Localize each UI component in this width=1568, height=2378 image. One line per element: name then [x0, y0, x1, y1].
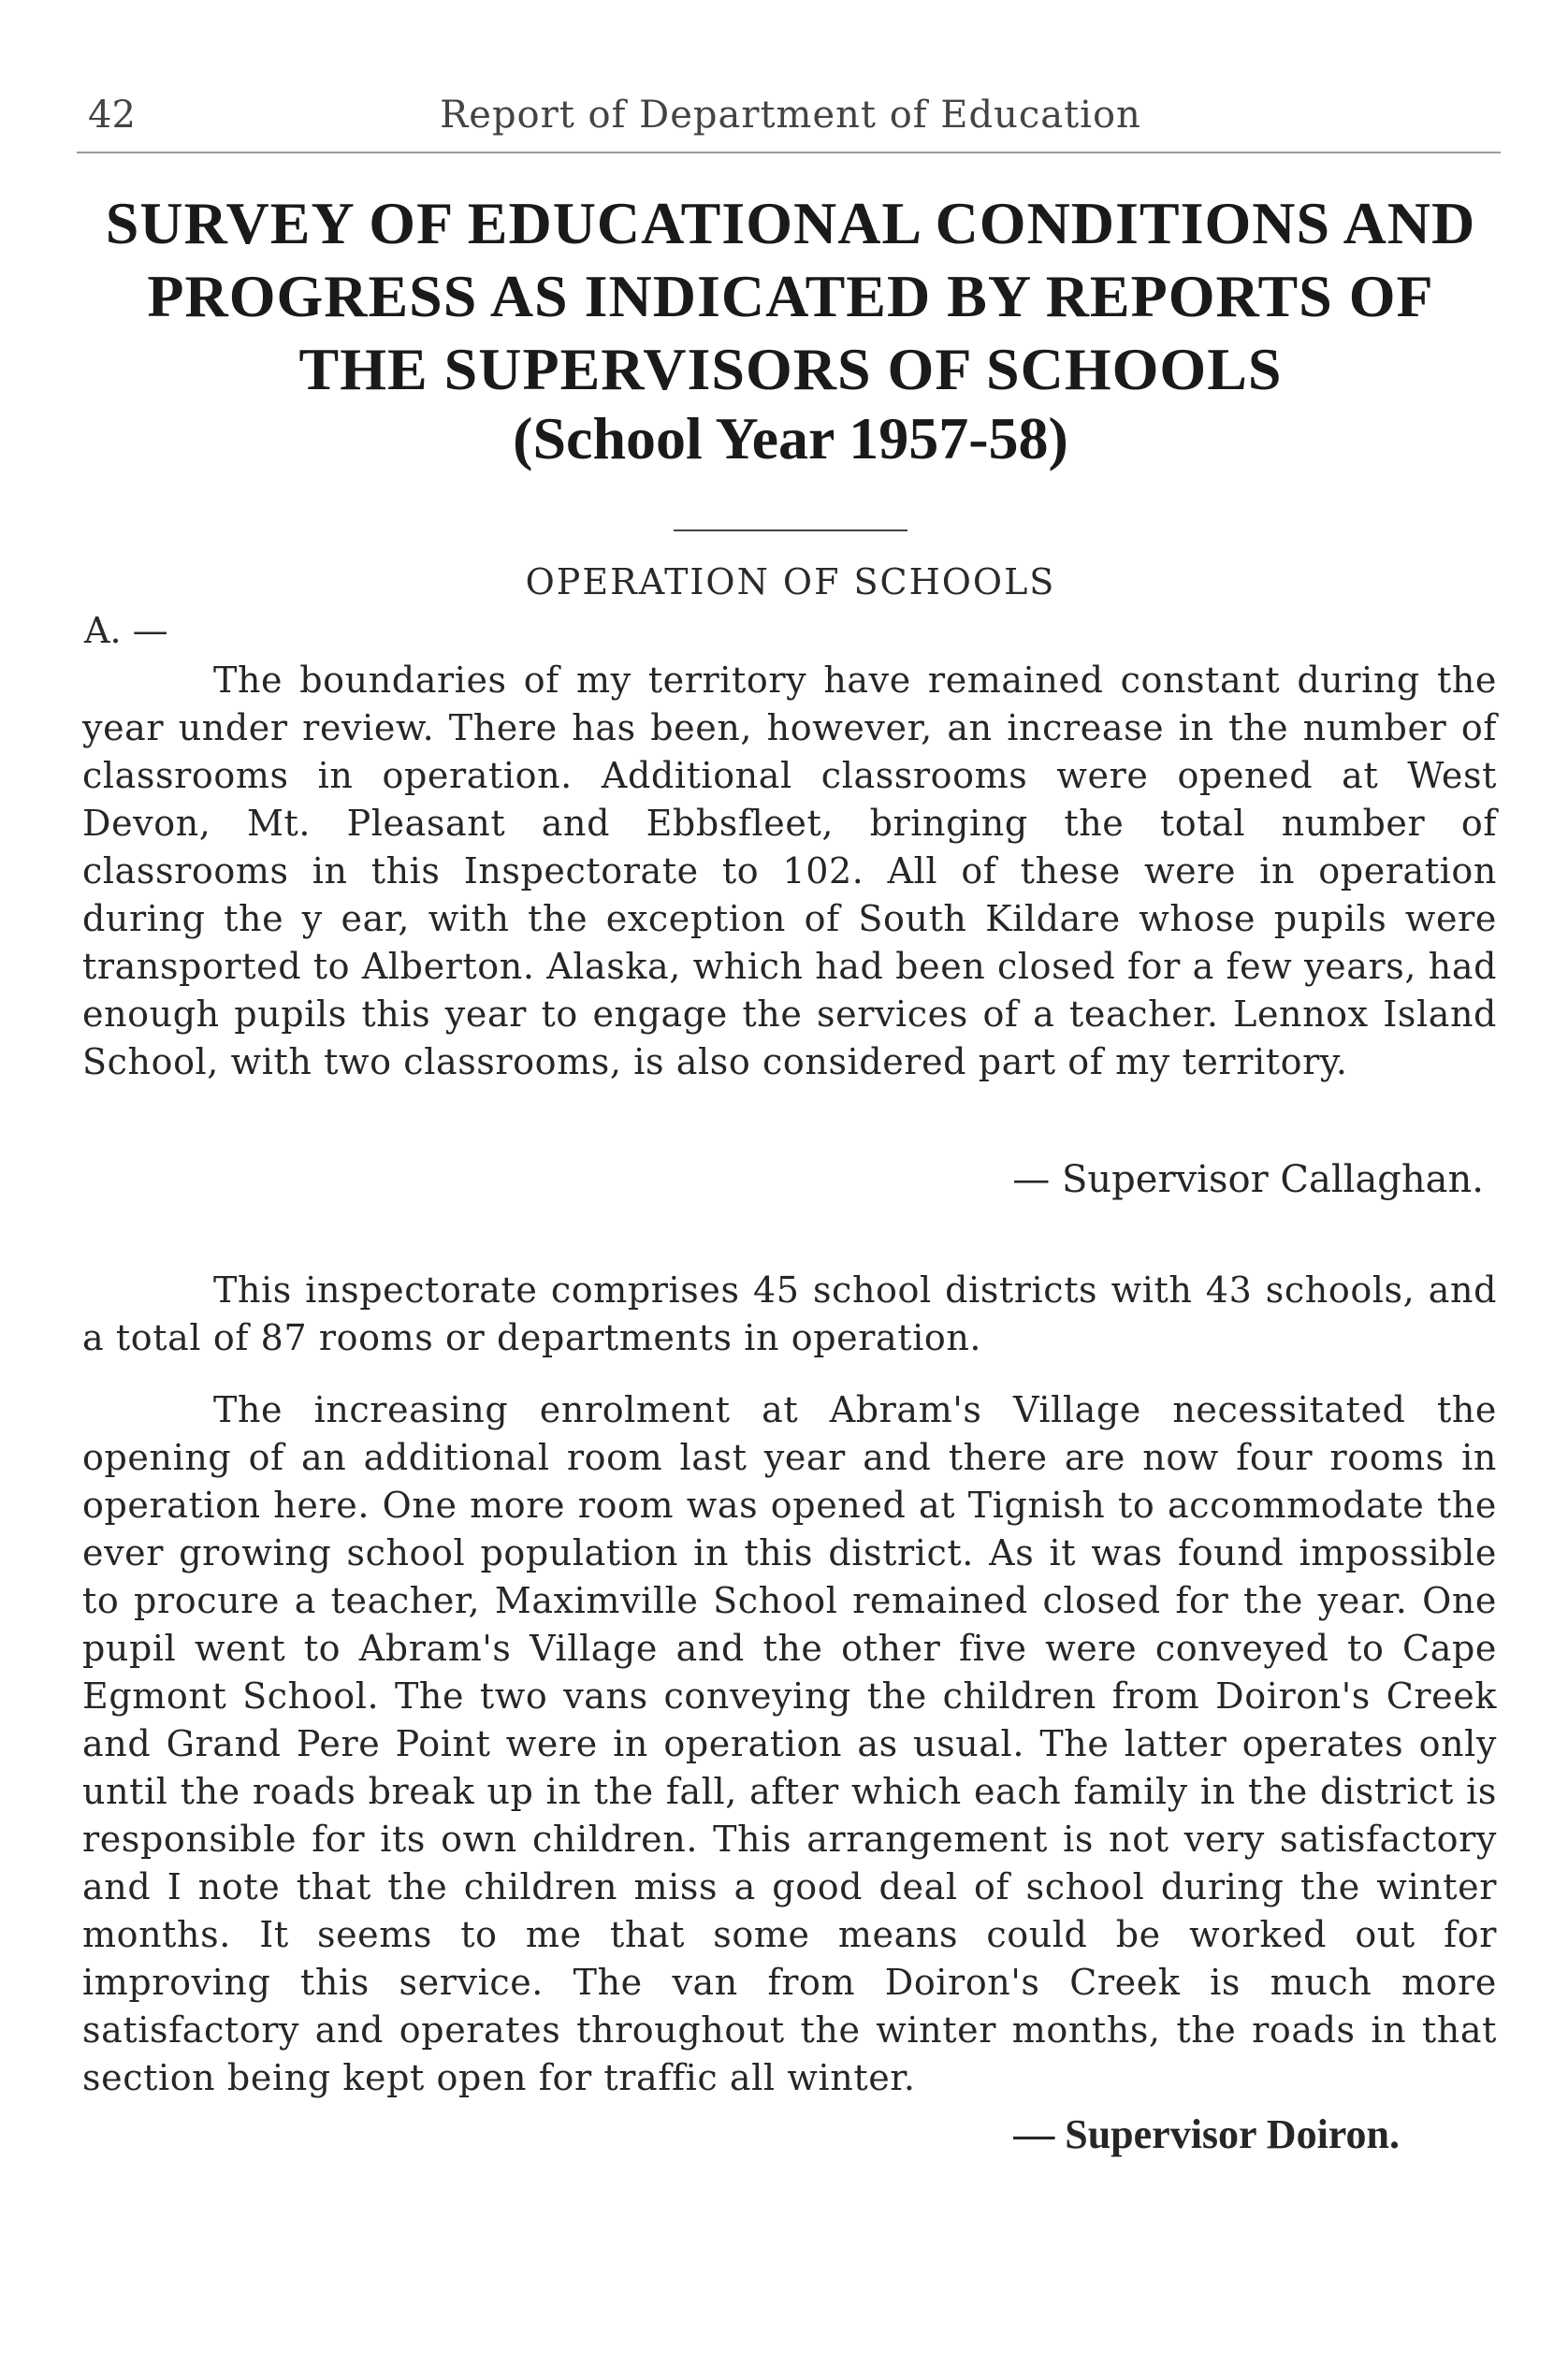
- title-line-1: SURVEY OF EDUCATIONAL CONDITIONS AND: [105, 190, 1476, 256]
- section-heading: OPERATION OF SCHOOLS: [525, 561, 1056, 602]
- header-rule: [77, 152, 1501, 153]
- signature-doiron: — Supervisor Doiron.: [1013, 2111, 1400, 2157]
- title-line-3: THE SUPERVISORS OF SCHOOLS: [298, 336, 1283, 402]
- main-title: [75, 187, 1506, 406]
- section-letter: A. —: [84, 610, 168, 651]
- paragraph-doiron-report: The increasing enrolment at Abram's Village necessitated the opening of an additional room last year and there are now four rooms in operation here. One more room was opened at Tignish to accommodate the ever growing school population in this district. As it was found impossible to procure a teacher, Maximville School remained closed for the year. One pupil went to Abram's Village and the other five were conveyed to Cape Egmont School. The two vans conveying the children from Doiron's Creek and Grand Pere Point were in operation as usual. The latter operates only until the roads break up in the fall, after which each family in the district is responsible for its own children. This arrangement is not very satisfactory and I note that the children miss a good deal of school during the winter months. It seems to me that some means could be worked out for improving this service. The van from Doiron's Creek is much more satisfactory and operates throughout the winter months, the roads in that section being kept open for traffic all winter.: [82, 1389, 1497, 2098]
- running-title: Report of Department of Education: [440, 94, 1141, 137]
- paragraph-inspectorate-summary: This inspectorate comprises 45 school districts with 43 schools, and a total of 87 rooms or departments in operation.: [82, 1269, 1497, 1358]
- paragraph-callaghan-report: The boundaries of my territory have remained constant during the year under review. There has been, however, an increase in the number of classrooms in operation. Additional classrooms were opened at West Devon, Mt. Pleasant and Ebbsfleet, bringing the total number of classrooms in this Inspectorate to 102. All of these were in operation during the y ear, with the exception of South Kildare whose pupils were transported to Alberton. Alaska, which had been closed for a few years, had enough pupils this year to engage the services of a teacher. Lennox Island School, with two classrooms, is also considered part of my territory.: [82, 660, 1497, 1082]
- title-line-2: PROGRESS AS INDICATED BY REPORTS OF: [147, 263, 1434, 329]
- title-divider-rule: [674, 529, 907, 531]
- page-number: 42: [88, 94, 136, 137]
- running-header: [84, 94, 1497, 146]
- school-year-subtitle: (School Year 1957-58): [513, 405, 1068, 471]
- signature-callaghan: — Supervisor Callaghan.: [1012, 1158, 1484, 1201]
